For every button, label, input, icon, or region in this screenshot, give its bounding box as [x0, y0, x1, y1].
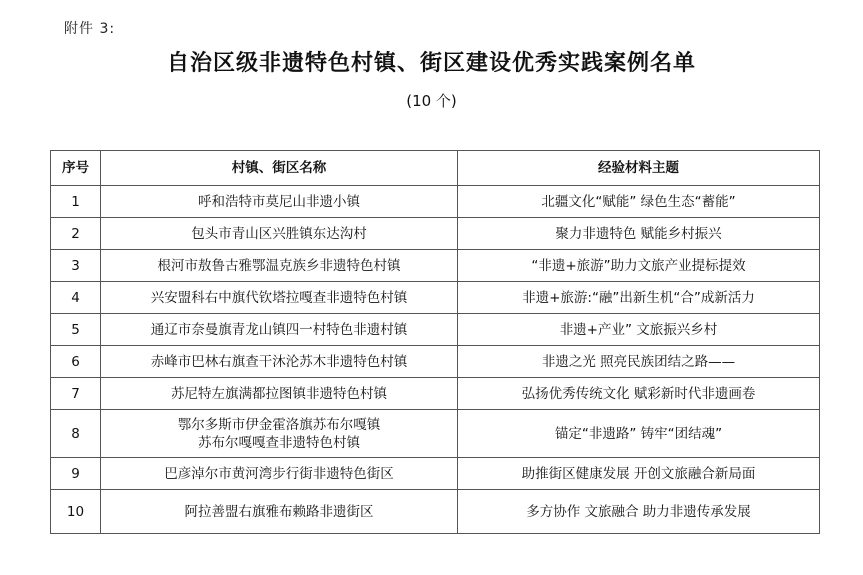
- row-number: 8: [51, 410, 101, 458]
- table-row: [51, 378, 820, 410]
- row-number: 6: [51, 346, 101, 378]
- case-list-table: [50, 150, 820, 534]
- row-name-line-2: 苏布尔嘎嘎查非遗特色村镇: [198, 434, 360, 451]
- column-header-theme: 经验材料主题: [458, 151, 820, 186]
- case-count: (10 个): [406, 92, 457, 110]
- row-theme: “非遗+旅游”助力文旅产业提标提效: [458, 250, 820, 282]
- row-theme: 弘扬优秀传统文化 赋彩新时代非遗画卷: [458, 378, 820, 410]
- row-name: 巴彦淖尔市黄河湾步行街非遗特色街区: [101, 458, 458, 490]
- column-header-number: 序号: [51, 151, 101, 186]
- row-theme: 非遗+产业” 文旅振兴乡村: [458, 314, 820, 346]
- table-row: [51, 186, 820, 218]
- row-number: 9: [51, 458, 101, 490]
- table-row: [51, 490, 820, 534]
- row-name: 包头市青山区兴胜镇东达沟村: [101, 218, 458, 250]
- row-theme: 北疆文化“赋能” 绿色生态“蓄能”: [458, 186, 820, 218]
- row-theme: 非遗之光 照亮民族团结之路——: [458, 346, 820, 378]
- row-number: 2: [51, 218, 101, 250]
- row-number: 3: [51, 250, 101, 282]
- table-row: [51, 218, 820, 250]
- row-number: 4: [51, 282, 101, 314]
- table-row: [51, 250, 820, 282]
- row-name: 呼和浩特市莫尼山非遗小镇: [101, 186, 458, 218]
- row-number: 10: [51, 490, 101, 534]
- table-row: [51, 458, 820, 490]
- attachment-label: 附件 3:: [64, 21, 116, 37]
- row-theme: 聚力非遗特色 赋能乡村振兴: [458, 218, 820, 250]
- row-name: 赤峰市巴林右旗查干沐沦苏木非遗特色村镇: [101, 346, 458, 378]
- table-row: [51, 282, 820, 314]
- row-name: 通辽市奈曼旗青龙山镇四一村特色非遗村镇: [101, 314, 458, 346]
- row-name-line-1: 鄂尔多斯市伊金霍洛旗苏布尔嘎镇: [177, 416, 381, 433]
- row-name: 苏尼特左旗满都拉图镇非遗特色村镇: [101, 378, 458, 410]
- table-header-row: [51, 151, 820, 186]
- row-theme: 非遗+旅游:“融”出新生机“合”成新活力: [458, 282, 820, 314]
- row-number: 1: [51, 186, 101, 218]
- row-theme: 助推街区健康发展 开创文旅融合新局面: [458, 458, 820, 490]
- row-name: 阿拉善盟右旗雅布赖路非遗街区: [101, 490, 458, 534]
- row-number: 5: [51, 314, 101, 346]
- table-row: [51, 314, 820, 346]
- document-title: 自治区级非遗特色村镇、街区建设优秀实践案例名单: [166, 51, 696, 76]
- table-row: [51, 410, 820, 458]
- row-theme: 锚定“非遗路” 铸牢“团结魂”: [458, 410, 820, 458]
- table-row: [51, 346, 820, 378]
- row-name: [101, 410, 458, 458]
- row-theme: 多方协作 文旅融合 助力非遗传承发展: [458, 490, 820, 534]
- row-name: 根河市敖鲁古雅鄂温克族乡非遗特色村镇: [101, 250, 458, 282]
- column-header-name: 村镇、街区名称: [101, 151, 458, 186]
- row-name: 兴安盟科右中旗代钦塔拉嘎查非遗特色村镇: [101, 282, 458, 314]
- row-number: 7: [51, 378, 101, 410]
